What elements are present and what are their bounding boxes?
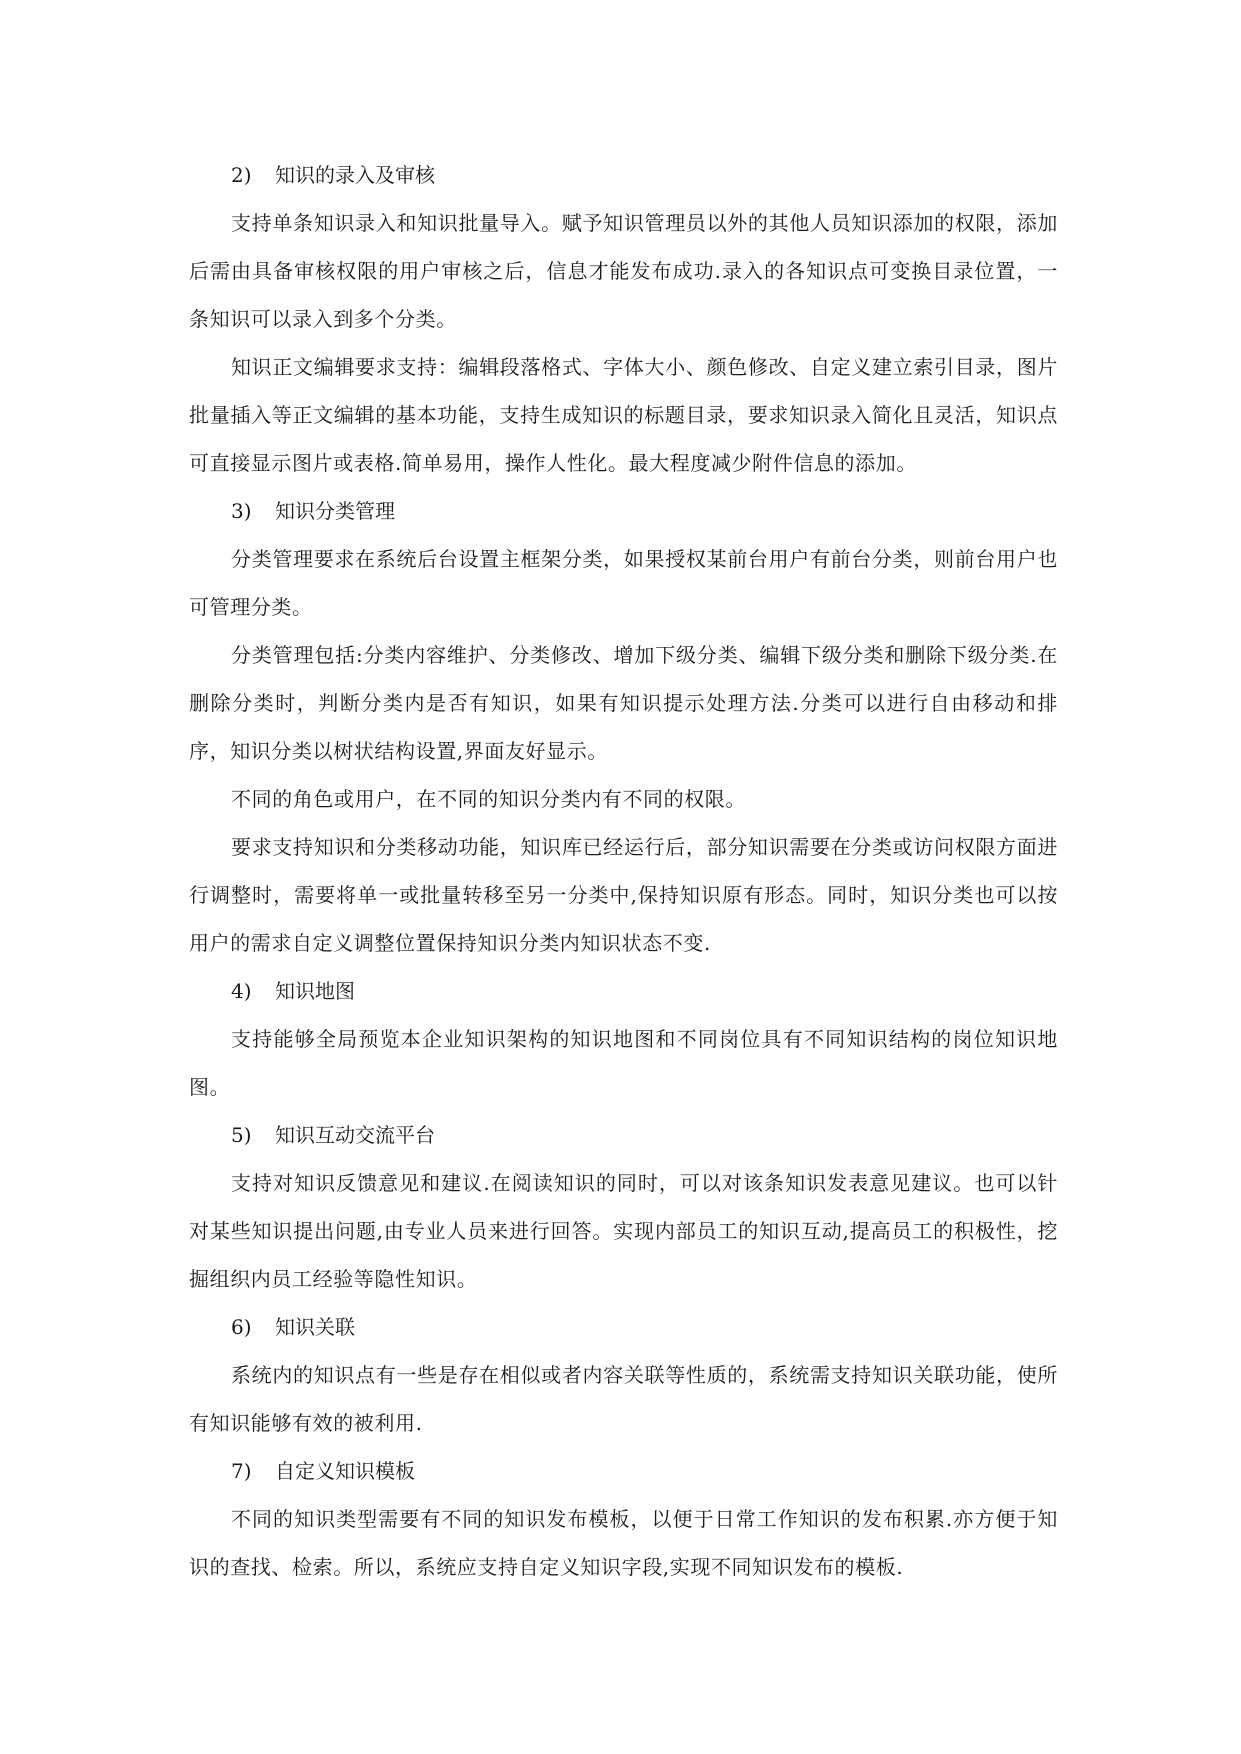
section-heading — [189, 967, 1058, 1015]
section-title: 知识互动交流平台 — [275, 1123, 435, 1147]
paragraph: 要求支持知识和分类移动功能，知识库已经运行后，部分知识需要在分类或访问权限方面进行调整时，需要将单一或批量转移至另一分类中,保持知识原有形态。同时，知识分类也可以按用户的需求自定义调整位置保持知识分类内知识状态不变. — [189, 835, 1058, 955]
section-heading — [189, 1447, 1058, 1495]
paragraph: 系统内的知识点有一些是存在相似或者内容关联等性质的，系统需支持知识关联功能，使所有知识能够有效的被利用. — [189, 1363, 1058, 1435]
section-heading — [189, 151, 1058, 199]
section-number: 4) — [231, 979, 252, 1003]
paragraph: 分类管理包括:分类内容维护、分类修改、增加下级分类、编辑下级分类和删除下级分类.在删除分类时，判断分类内是否有知识，如果有知识提示处理方法.分类可以进行自由移动和排序，知识分类以树状结构设置,界面友好显示。 — [189, 643, 1058, 763]
paragraph: 不同的知识类型需要有不同的知识发布模板，以便于日常工作知识的发布积累.亦方便于知识的查找、检索。所以，系统应支持自定义知识字段,实现不同知识发布的模板. — [189, 1507, 1058, 1579]
section-number: 6) — [231, 1315, 252, 1339]
section-heading — [189, 1303, 1058, 1351]
section-number: 2) — [231, 163, 252, 187]
section-title: 知识分类管理 — [275, 499, 395, 523]
paragraph: 分类管理要求在系统后台设置主框架分类，如果授权某前台用户有前台分类，则前台用户也可管理分类。 — [189, 547, 1058, 619]
section-number: 7) — [231, 1459, 252, 1483]
paragraph: 不同的角色或用户，在不同的知识分类内有不同的权限。 — [231, 787, 746, 811]
paragraph: 知识正文编辑要求支持：编辑段落格式、字体大小、颜色修改、自定义建立索引目录，图片批量插入等正文编辑的基本功能，支持生成知识的标题目录，要求知识录入简化且灵活，知识点可直接显示图片或表格.简单易用，操作人性化。最大程度减少附件信息的添加。 — [189, 355, 1058, 475]
section-number: 3) — [231, 499, 252, 523]
paragraph: 支持单条知识录入和知识批量导入。赋予知识管理员以外的其他人员知识添加的权限，添加后需由具备审核权限的用户审核之后，信息才能发布成功.录入的各知识点可变换目录位置，一条知识可以录入到多个分类。 — [189, 211, 1058, 331]
document-page — [189, 151, 1058, 1591]
paragraph: 支持能够全局预览本企业知识架构的知识地图和不同岗位具有不同知识结构的岗位知识地图。 — [189, 1027, 1058, 1099]
section-heading — [189, 1111, 1058, 1159]
section-title: 知识的录入及审核 — [275, 163, 435, 187]
section-heading — [189, 487, 1058, 535]
section-title: 知识关联 — [275, 1315, 355, 1339]
section-number: 5) — [231, 1123, 252, 1147]
paragraph: 支持对知识反馈意见和建议.在阅读知识的同时，可以对该条知识发表意见建议。也可以针对某些知识提出问题,由专业人员来进行回答。实现内部员工的知识互动,提高员工的积极性，挖掘组织内员工经验等隐性知识。 — [189, 1171, 1058, 1291]
section-title: 自定义知识模板 — [275, 1459, 415, 1483]
section-title: 知识地图 — [275, 979, 355, 1003]
